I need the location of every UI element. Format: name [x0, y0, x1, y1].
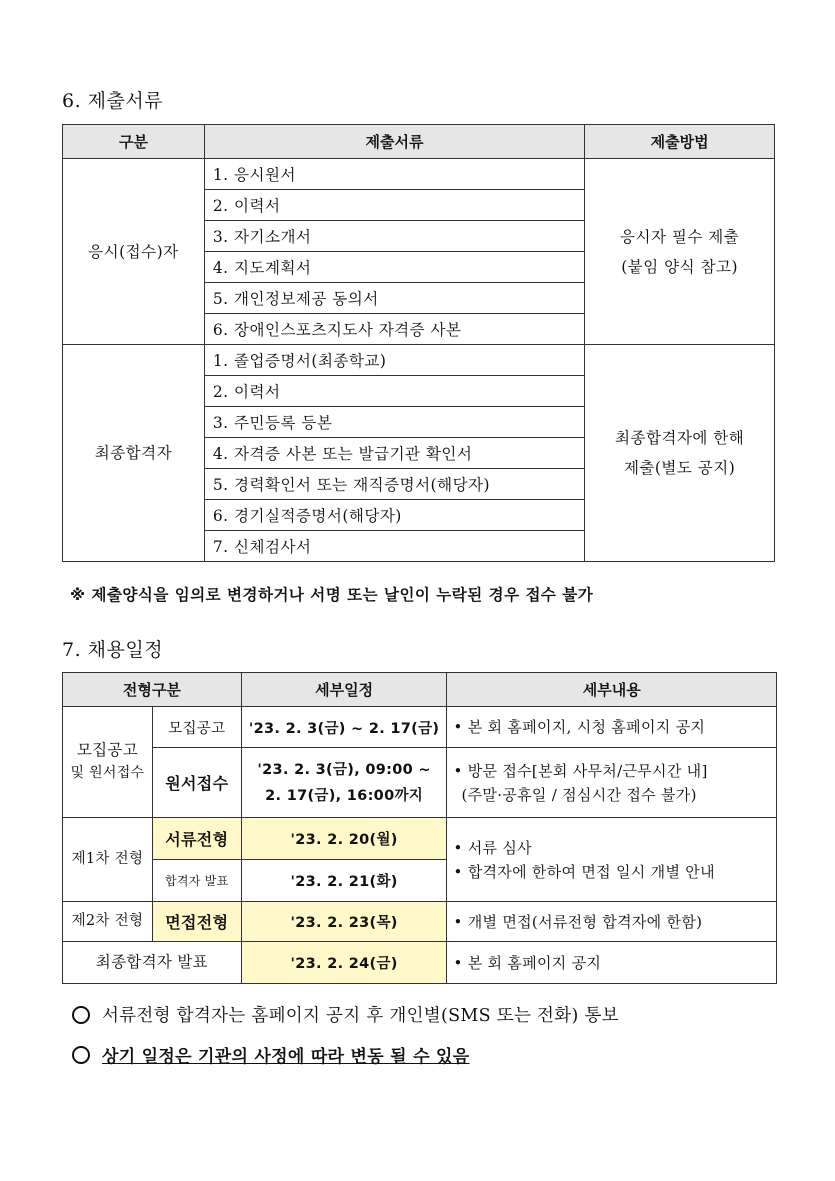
list-item: 5. 경력확인서 또는 재직증명서(해당자) — [204, 469, 584, 500]
header-stage: 전형구분 — [63, 673, 242, 707]
schedule-detail — [447, 818, 777, 902]
header-category: 구분 — [63, 125, 205, 159]
bullet-notice-2 — [72, 1042, 469, 1067]
detail-line: • 서류 심사 — [453, 838, 532, 857]
method-final — [585, 345, 775, 562]
list-item: 4. 지도계획서 — [204, 252, 584, 283]
list-item: 6. 장애인스포츠지도사 자격증 사본 — [204, 314, 584, 345]
method-line: 응시자 필수 제출 — [620, 227, 740, 246]
schedule-detail: • 개별 면접(서류전형 합격자에 한함) — [447, 902, 777, 942]
method-line: 최종합격자에 한해 — [615, 429, 745, 447]
stage-second: 제2차 전형 — [63, 902, 153, 942]
documents-table — [62, 124, 775, 562]
group-applicant: 응시(접수)자 — [63, 159, 205, 345]
bullet-text: 상기 일정은 기관의 사정에 따라 변동 될 수 있음 — [102, 1047, 470, 1067]
stage-line: 및 원서접수 — [70, 765, 145, 781]
submission-note: ※ 제출양식을 임의로 변경하거나 서명 또는 날인이 누락된 경우 접수 불가 — [70, 586, 594, 604]
list-item: 3. 자기소개서 — [204, 221, 584, 252]
schedule-date: '23. 2. 24(금) — [241, 942, 447, 984]
date-line: 2. 17(금), 16:00까지 — [265, 787, 424, 804]
group-final: 최종합격자 — [63, 345, 205, 562]
list-item: 7. 신체검사서 — [204, 531, 584, 562]
circle-bullet-icon — [72, 1046, 90, 1064]
stage-first: 제1차 전형 — [63, 818, 153, 902]
schedule-date: '23. 2. 23(목) — [241, 902, 447, 942]
stage-line: 모집공고 — [76, 741, 138, 759]
schedule-date: '23. 2. 20(월) — [241, 818, 447, 860]
schedule-date: '23. 2. 21(화) — [241, 860, 447, 902]
section-7-heading: 7. 채용일정 — [62, 639, 164, 661]
schedule-date: '23. 2. 3(금) ~ 2. 17(금) — [241, 707, 447, 748]
detail-line: (주말·공휴일 / 점심시간 접수 불가) — [461, 785, 697, 804]
schedule-table — [62, 672, 777, 984]
list-item: 1. 졸업증명서(최종학교) — [204, 345, 584, 376]
section-6-heading: 6. 제출서류 — [62, 90, 164, 112]
header-method: 제출방법 — [585, 125, 775, 159]
list-item: 5. 개인정보제공 동의서 — [204, 283, 584, 314]
header-details: 세부내용 — [447, 673, 777, 707]
schedule-detail: • 본 회 홈페이지, 시청 홈페이지 공지 — [447, 707, 777, 748]
list-item: 4. 자격증 사본 또는 발급기관 확인서 — [204, 438, 584, 469]
method-applicant — [585, 159, 775, 345]
schedule-detail: • 본 회 홈페이지 공지 — [447, 942, 777, 984]
stage-recruitment — [63, 707, 153, 818]
method-line: 제출(별도 공지) — [623, 459, 736, 477]
sub-stage: 모집공고 — [152, 707, 241, 748]
method-line: (붙임 양식 참고) — [621, 257, 739, 276]
bullet-text: 서류전형 합격자는 홈페이지 공지 후 개인별(SMS 또는 전화) 통보 — [102, 1006, 619, 1026]
header-schedule: 세부일정 — [241, 673, 447, 707]
schedule-date — [241, 748, 447, 818]
circle-bullet-icon — [72, 1006, 90, 1024]
list-item: 2. 이력서 — [204, 190, 584, 221]
header-documents: 제출서류 — [204, 125, 584, 159]
sub-stage: 면접전형 — [152, 902, 241, 942]
list-item: 3. 주민등록 등본 — [204, 407, 584, 438]
schedule-detail — [447, 748, 777, 818]
detail-line: • 합격자에 한하여 면접 일시 개별 안내 — [453, 862, 715, 881]
stage-final: 최종합격자 발표 — [63, 942, 242, 984]
list-item: 2. 이력서 — [204, 376, 584, 407]
list-item: 1. 응시원서 — [204, 159, 584, 190]
list-item: 6. 경기실적증명서(해당자) — [204, 500, 584, 531]
sub-stage: 서류전형 — [152, 818, 241, 860]
date-line: '23. 2. 3(금), 09:00 ~ — [257, 761, 431, 778]
bullet-notice-1 — [72, 1002, 619, 1027]
detail-line: • 방문 접수[본회 사무처/근무시간 내] — [453, 761, 708, 780]
sub-stage: 원서접수 — [152, 748, 241, 818]
sub-stage: 합격자 발표 — [152, 860, 241, 902]
